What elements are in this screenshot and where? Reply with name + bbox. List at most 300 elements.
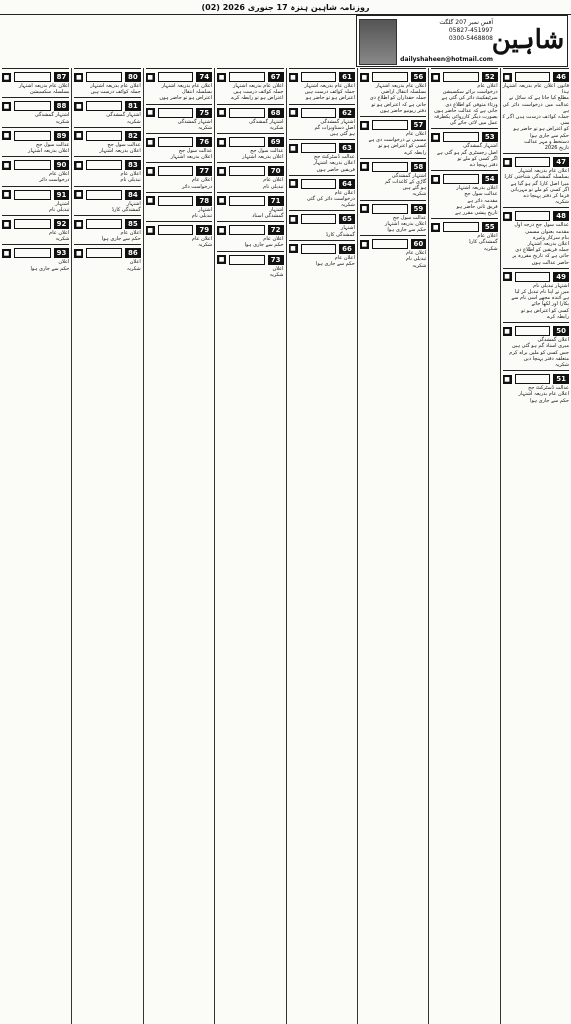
classified-ad bbox=[289, 68, 355, 104]
ad-line: اشتہار گمشدگی bbox=[320, 118, 355, 125]
classified-ad bbox=[217, 68, 283, 104]
ad-marker-icon: ■ bbox=[76, 132, 82, 140]
ad-line: میری اسناد گم ہو گئی ہیں bbox=[511, 343, 569, 350]
ad-line: میرا اصل کارڈ گم ہو گیا ہے bbox=[510, 180, 569, 187]
ad-header bbox=[217, 137, 283, 147]
ad-line: اعلان عام bbox=[406, 250, 427, 257]
ad-number: 56 bbox=[411, 72, 427, 82]
ad-line: اشتہار bbox=[340, 225, 355, 232]
ad-line: عدالت سول جج bbox=[392, 214, 427, 221]
ad-title-box bbox=[372, 120, 408, 130]
ad-line: شکریہ bbox=[412, 262, 427, 269]
ad-number: 70 bbox=[268, 166, 284, 176]
ad-line: گاڑی کے کاغذات گم bbox=[384, 179, 427, 186]
ad-title-box bbox=[301, 179, 337, 189]
ad-marker-icon: ■ bbox=[290, 144, 296, 152]
ad-number: 78 bbox=[196, 196, 212, 206]
ad-line: شکریہ bbox=[126, 265, 141, 272]
ad-title-box bbox=[229, 108, 265, 118]
ad-title-box bbox=[515, 72, 551, 82]
ad-header bbox=[360, 162, 426, 172]
ad-line: گمشدگی اسناد bbox=[252, 213, 284, 220]
ad-body bbox=[289, 190, 355, 209]
ad-marker-icon: ■ bbox=[361, 73, 368, 81]
ad-line: دفتر ریونیو حاضر ہوں bbox=[379, 107, 427, 114]
classified-ad bbox=[146, 133, 212, 162]
ad-title-box bbox=[301, 108, 337, 118]
ad-line: جملہ کوائف درست ہیں اگر کسی bbox=[502, 114, 569, 127]
ad-line: سرٹیفکیٹ دائر کی گئی ہے bbox=[441, 95, 498, 102]
ad-body bbox=[146, 177, 212, 189]
ad-line: اشتہار گمشدگی bbox=[34, 112, 70, 119]
classified-ad bbox=[74, 156, 140, 185]
ad-number: 62 bbox=[339, 108, 355, 118]
ad-marker-icon: ■ bbox=[76, 249, 82, 257]
ad-body bbox=[360, 83, 426, 114]
classified-ad bbox=[503, 68, 569, 153]
ad-header bbox=[217, 166, 283, 176]
ad-body bbox=[146, 148, 212, 160]
classified-ad bbox=[2, 215, 69, 244]
ad-number: 82 bbox=[125, 131, 141, 141]
ad-number: 85 bbox=[125, 219, 141, 229]
ad-line: اعلان بذریعہ اشتہار bbox=[99, 148, 141, 155]
ad-header bbox=[289, 179, 355, 189]
ad-line: اعلان عام bbox=[263, 177, 284, 184]
ad-marker-icon: ■ bbox=[147, 226, 154, 234]
ad-line: ہو گئی ہیں bbox=[329, 131, 355, 138]
ad-body bbox=[2, 201, 69, 213]
ad-line: اعلان عام bbox=[406, 131, 427, 138]
ad-marker-icon: ■ bbox=[504, 212, 510, 220]
ad-line: جملہ حقداران کو اطلاع دی bbox=[369, 95, 427, 102]
ad-line: عدالت میں درخواست دائر کی ہے bbox=[502, 101, 569, 114]
ad-number: 46 bbox=[553, 72, 569, 82]
ad-title-box bbox=[372, 204, 408, 214]
ad-line: اگر کسی کو ملے تو bbox=[457, 155, 498, 162]
ad-line: درخواست برائے سکسیشن bbox=[442, 89, 498, 96]
ad-number: 74 bbox=[196, 72, 212, 82]
ad-title-box bbox=[86, 190, 122, 200]
ad-line: شکریہ bbox=[126, 118, 141, 125]
ad-title-box bbox=[14, 219, 51, 229]
ad-line: اشتہار bbox=[269, 206, 284, 213]
ad-line: اعلان بذریعہ اشتہار bbox=[527, 241, 569, 248]
classified-ad bbox=[217, 251, 283, 280]
ad-title-box bbox=[86, 131, 122, 141]
ad-line: شکریہ bbox=[340, 202, 355, 209]
ad-marker-icon: ■ bbox=[76, 191, 82, 199]
ad-body bbox=[431, 185, 497, 216]
ad-marker-icon: ■ bbox=[504, 375, 510, 383]
ad-title-box bbox=[301, 244, 337, 254]
ad-number: 60 bbox=[411, 239, 427, 249]
classified-ad bbox=[503, 268, 569, 322]
ad-line: اشتہار گمشدگی bbox=[463, 143, 498, 150]
ad-body bbox=[289, 119, 355, 138]
ad-number: 63 bbox=[339, 143, 355, 153]
ad-title-box bbox=[229, 137, 265, 147]
ad-title-box bbox=[372, 239, 408, 249]
ad-body bbox=[74, 83, 140, 95]
ad-header bbox=[74, 190, 140, 200]
column-3 bbox=[357, 68, 428, 1024]
ad-marker-icon: ■ bbox=[147, 138, 154, 146]
ad-header bbox=[74, 72, 140, 82]
ad-header bbox=[2, 160, 69, 170]
ad-title-box bbox=[229, 196, 265, 206]
ad-line: اگر کسی کو ملے تو مہربانی bbox=[510, 186, 569, 193]
ad-body bbox=[217, 236, 283, 248]
ad-line: کو اعتراض ہو تو حاضر ہو bbox=[513, 126, 569, 133]
ad-body bbox=[74, 201, 140, 213]
classified-ad bbox=[431, 218, 497, 254]
ad-title-box bbox=[515, 211, 551, 221]
ad-line: ہے آئندہ مجھے اسی نام سے bbox=[511, 295, 569, 302]
ad-body bbox=[74, 142, 140, 154]
ad-marker-icon: ■ bbox=[218, 197, 225, 205]
ad-line: جاتی ہے کہ اعتراض ہو تو bbox=[371, 101, 427, 108]
ad-number: 61 bbox=[339, 72, 355, 82]
ad-line: اعلان bbox=[129, 259, 141, 266]
masthead-contact bbox=[397, 19, 493, 43]
classified-ad bbox=[289, 210, 355, 239]
ad-line: اعلان بذریعہ اشتہار bbox=[456, 185, 498, 192]
ad-header bbox=[503, 326, 569, 336]
ad-header bbox=[360, 72, 426, 82]
ad-line: رابطہ کرے bbox=[404, 149, 427, 156]
ad-line: اصل دستاویزات گم bbox=[314, 124, 355, 131]
column-2 bbox=[428, 68, 499, 1024]
ad-number: 90 bbox=[54, 160, 70, 170]
ad-line: عدالت سول جج bbox=[36, 141, 70, 148]
ad-header bbox=[2, 72, 69, 82]
ad-line: اعلان عام بذریعہ اشتہار bbox=[161, 83, 213, 89]
ad-marker-icon: ■ bbox=[361, 163, 368, 171]
ad-number: 50 bbox=[553, 326, 569, 336]
column-7 bbox=[71, 68, 142, 1024]
ad-title-box bbox=[158, 72, 194, 82]
ad-line: پکارا اور لکھا جائے bbox=[531, 301, 569, 308]
ad-header bbox=[217, 255, 283, 265]
ad-number: 65 bbox=[339, 214, 355, 224]
ad-number: 59 bbox=[411, 204, 427, 214]
ad-marker-icon: ■ bbox=[3, 132, 10, 140]
ad-body bbox=[289, 225, 355, 237]
ad-marker-icon: ■ bbox=[361, 205, 368, 213]
ad-title-box bbox=[14, 72, 51, 82]
ad-line: اعلان بذریعہ اشتہار bbox=[28, 148, 70, 155]
ad-body bbox=[360, 250, 426, 269]
ad-body bbox=[217, 148, 283, 160]
ad-line: عدالت سول جج bbox=[250, 148, 284, 155]
ad-line: اعلان عام bbox=[120, 230, 141, 237]
ad-marker-icon: ■ bbox=[3, 191, 10, 199]
ad-marker-icon: ■ bbox=[218, 109, 225, 117]
ad-header bbox=[431, 132, 497, 142]
ad-marker-icon: ■ bbox=[147, 73, 154, 81]
ad-marker-icon: ■ bbox=[361, 121, 368, 129]
ad-title-box bbox=[372, 162, 408, 172]
ad-number: 84 bbox=[125, 190, 141, 200]
classified-ad bbox=[74, 186, 140, 215]
contact-line: آفس نمبر 207 گلگت bbox=[439, 19, 493, 26]
ad-title-box bbox=[86, 72, 122, 82]
classified-ad bbox=[360, 200, 426, 236]
ad-number: 51 bbox=[553, 374, 569, 384]
ad-line: شکریہ bbox=[554, 199, 569, 206]
ad-title-box bbox=[86, 248, 122, 258]
classified-ad bbox=[360, 68, 426, 116]
ad-header bbox=[503, 211, 569, 221]
ad-body bbox=[431, 83, 497, 126]
ad-number: 49 bbox=[553, 272, 569, 282]
ad-header bbox=[146, 137, 212, 147]
classified-ad bbox=[217, 221, 283, 250]
ad-line: مقدمہ بعنوان مسمی bbox=[525, 228, 569, 235]
ad-body bbox=[217, 207, 283, 219]
ad-title-box bbox=[158, 108, 194, 118]
ad-line: تاریخ پیشی مقرر ہے bbox=[455, 210, 498, 217]
ad-marker-icon: ■ bbox=[504, 73, 510, 81]
ad-line: اشتہار bbox=[126, 200, 141, 207]
ad-line: اعلان عام bbox=[191, 177, 213, 184]
ad-title-box bbox=[443, 222, 479, 232]
ad-line: شکریہ bbox=[198, 242, 213, 249]
masthead-email[interactable]: dailyshaheen@hotmail.com bbox=[400, 56, 493, 63]
ad-marker-icon: ■ bbox=[3, 102, 10, 110]
ad-body bbox=[217, 119, 283, 131]
ad-number: 86 bbox=[125, 248, 141, 258]
ad-line: گمشدگی کارڈ bbox=[325, 231, 355, 238]
ad-body bbox=[289, 83, 355, 102]
ad-marker-icon: ■ bbox=[432, 133, 439, 141]
ad-body bbox=[74, 259, 140, 271]
ad-body bbox=[146, 83, 212, 102]
ad-title-box bbox=[515, 272, 551, 282]
ad-title-box bbox=[158, 225, 194, 235]
ad-line: اعتراض ہو تو حاضر ہو bbox=[305, 95, 355, 102]
ad-number: 52 bbox=[482, 72, 498, 82]
ad-line: بسلسلہ گمشدگی شناختی کارڈ bbox=[504, 174, 569, 181]
classified-ad bbox=[431, 128, 497, 170]
classified-ad bbox=[289, 104, 355, 140]
masthead bbox=[356, 15, 568, 67]
ad-body bbox=[146, 236, 212, 248]
ad-title-box bbox=[301, 214, 337, 224]
ad-line: اشتہار bbox=[198, 206, 213, 213]
ad-title-box bbox=[372, 72, 408, 82]
ad-number: 91 bbox=[54, 190, 70, 200]
ad-marker-icon: ■ bbox=[432, 175, 439, 183]
ad-line: ہو گئے ہیں bbox=[402, 185, 427, 192]
ad-line: بسلسلہ انتقال bbox=[182, 89, 213, 96]
classified-ad bbox=[74, 244, 140, 273]
ad-header bbox=[146, 166, 212, 176]
classified-ad bbox=[146, 192, 212, 221]
ad-line: تبدیلی نام bbox=[191, 213, 213, 220]
ad-number: 77 bbox=[196, 166, 212, 176]
ad-body bbox=[360, 131, 426, 156]
classified-ad bbox=[503, 322, 569, 370]
ad-number: 75 bbox=[196, 108, 212, 118]
ad-line: تبدیلی نام bbox=[120, 177, 141, 184]
ad-line: تاریخ 2026 bbox=[544, 145, 569, 152]
classified-ad bbox=[360, 235, 426, 271]
ad-marker-icon: ■ bbox=[147, 167, 154, 175]
ad-header bbox=[503, 374, 569, 384]
ad-marker-icon: ■ bbox=[76, 161, 82, 169]
ad-line: اعلان عام بذریعہ اشتہار bbox=[304, 83, 355, 89]
classified-ad bbox=[74, 97, 140, 126]
ad-line: اشتہار گمشدگی bbox=[106, 112, 141, 119]
ad-number: 72 bbox=[268, 225, 284, 235]
ad-header bbox=[2, 131, 69, 141]
ad-body bbox=[503, 283, 569, 320]
ad-line: حکم سے جاری ہوا bbox=[530, 397, 569, 404]
ad-title-box bbox=[86, 160, 122, 170]
ad-body bbox=[74, 112, 140, 124]
ad-line: قانون اعلان عام بذریعہ اشتہار ہذا bbox=[502, 83, 569, 96]
ad-body bbox=[217, 83, 283, 102]
classified-columns bbox=[0, 68, 571, 1024]
ad-title-box bbox=[515, 157, 551, 167]
classified-ad bbox=[289, 175, 355, 211]
ad-line: تبدیلی نام bbox=[405, 256, 427, 263]
ad-title-box bbox=[515, 374, 551, 384]
ad-line: جملہ فریقین کو اطلاع دی bbox=[515, 247, 569, 254]
ad-marker-icon: ■ bbox=[76, 102, 82, 110]
classified-ad bbox=[503, 153, 569, 207]
ad-line: مطلع کیا جاتا ہے کہ سائل نے bbox=[509, 95, 569, 102]
ad-header bbox=[503, 157, 569, 167]
ad-line: اعلان بذریعہ اشتہار bbox=[170, 154, 213, 161]
ad-line: اعلان عام بذریعہ اشتہار bbox=[18, 83, 70, 89]
ad-line: اعلان عام bbox=[334, 189, 355, 196]
ad-line: عدالت سول جج درجہ اول bbox=[514, 222, 569, 229]
ad-marker-icon: ■ bbox=[504, 158, 510, 166]
contact-line: 0300-5468808 bbox=[448, 35, 493, 42]
ad-line: جس کسی کو ملیں براہ کرم bbox=[509, 349, 569, 356]
ad-body bbox=[503, 83, 569, 151]
topline-text: روزنامہ شاہین ہنزہ 17 جنوری 2026 (02) bbox=[201, 2, 370, 12]
ad-title-box bbox=[14, 160, 51, 170]
ad-title-box bbox=[158, 166, 194, 176]
ad-number: 71 bbox=[268, 196, 284, 206]
ad-header bbox=[289, 108, 355, 118]
ad-title-box bbox=[229, 255, 265, 265]
ad-line: ورثاء متوفی کو اطلاع دی bbox=[445, 101, 498, 108]
ad-line: اعلان عام بذریعہ اشتہار bbox=[232, 83, 284, 89]
ad-body bbox=[289, 154, 355, 173]
ad-line: حکم سے جاری ہوا bbox=[244, 242, 284, 249]
classified-ad bbox=[360, 116, 426, 158]
ad-title-box bbox=[158, 137, 194, 147]
ad-line: اعلان عام bbox=[49, 230, 70, 237]
ad-header bbox=[74, 101, 140, 111]
ad-body bbox=[360, 173, 426, 198]
ad-title-box bbox=[158, 196, 194, 206]
ad-body bbox=[431, 143, 497, 168]
ad-number: 89 bbox=[54, 131, 70, 141]
ad-line: فریق ثانی حاضر ہو bbox=[456, 203, 498, 210]
ad-body bbox=[146, 119, 212, 131]
ad-line: اعلان عام bbox=[191, 236, 213, 243]
ad-line: اصل رجسٹری گم ہو گئی ہے bbox=[436, 149, 498, 156]
ad-line: عدالت سول جج bbox=[107, 141, 141, 148]
ad-line: شکریہ bbox=[412, 191, 427, 198]
ad-body bbox=[2, 112, 69, 124]
ad-line: شکریہ bbox=[55, 236, 70, 243]
ad-header bbox=[146, 196, 212, 206]
ad-marker-icon: ■ bbox=[218, 226, 225, 234]
ad-title-box bbox=[515, 326, 551, 336]
ad-marker-icon: ■ bbox=[432, 73, 439, 81]
ad-line: شکریہ bbox=[554, 361, 569, 368]
ad-marker-icon: ■ bbox=[504, 273, 510, 281]
ad-header bbox=[74, 160, 140, 170]
classified-ad bbox=[2, 186, 69, 215]
classified-ad bbox=[2, 156, 69, 185]
ad-header bbox=[431, 174, 497, 184]
ad-line: اعلان bbox=[58, 259, 70, 266]
ad-line: حکم سے جاری ہوا bbox=[530, 132, 569, 139]
ad-line: اعلان عام bbox=[49, 171, 70, 178]
page-topline bbox=[0, 0, 571, 15]
ad-marker-icon: ■ bbox=[76, 73, 82, 81]
ad-header bbox=[2, 101, 69, 111]
ad-body bbox=[217, 177, 283, 189]
ad-title-box bbox=[14, 131, 51, 141]
ad-line: بسلسلہ انتقال اراضی bbox=[380, 89, 427, 96]
ad-body bbox=[503, 337, 569, 368]
ad-marker-icon: ■ bbox=[3, 161, 10, 169]
ad-line: اعلان عام bbox=[263, 236, 284, 243]
ad-line: جاتی ہے کہ عدالت حاضر ہوں bbox=[434, 107, 498, 114]
ad-line: عدالت ڈسٹرکٹ جج bbox=[313, 154, 355, 161]
ad-title-box bbox=[443, 132, 479, 142]
ad-marker-icon: ■ bbox=[3, 73, 10, 81]
column-1 bbox=[500, 68, 571, 1024]
ad-title-box bbox=[14, 248, 51, 258]
ad-header bbox=[289, 72, 355, 82]
ad-number: 66 bbox=[339, 244, 355, 254]
ad-number: 53 bbox=[482, 132, 498, 142]
ad-line: شکریہ bbox=[483, 245, 498, 252]
classified-ad bbox=[2, 68, 69, 97]
ad-line: حاضر عدالت ہوں bbox=[531, 259, 569, 266]
ad-line: شکریہ bbox=[269, 124, 284, 131]
ad-line: اعلان عام بذریعہ اشتہار bbox=[518, 391, 569, 398]
ad-line: جملہ کوائف درست ہیں bbox=[304, 89, 355, 96]
ad-number: 88 bbox=[54, 101, 70, 111]
ad-title-box bbox=[229, 225, 265, 235]
ad-body bbox=[2, 142, 69, 154]
ad-marker-icon: ■ bbox=[218, 73, 225, 81]
ad-header bbox=[360, 239, 426, 249]
ad-marker-icon: ■ bbox=[290, 180, 296, 188]
ad-line: تبدیلی نام bbox=[49, 206, 70, 213]
ad-header bbox=[360, 204, 426, 214]
ad-line: تبدیلی نام bbox=[263, 183, 284, 190]
ad-line: حکم سے جاری ہوا bbox=[101, 236, 141, 243]
ad-number: 83 bbox=[125, 160, 141, 170]
classified-ad bbox=[217, 133, 283, 162]
ad-line: گمشدگی کارڈ bbox=[468, 239, 498, 246]
ad-header bbox=[289, 143, 355, 153]
classified-ad bbox=[217, 104, 283, 133]
ad-line: حکم سے جاری ہوا bbox=[30, 265, 70, 272]
